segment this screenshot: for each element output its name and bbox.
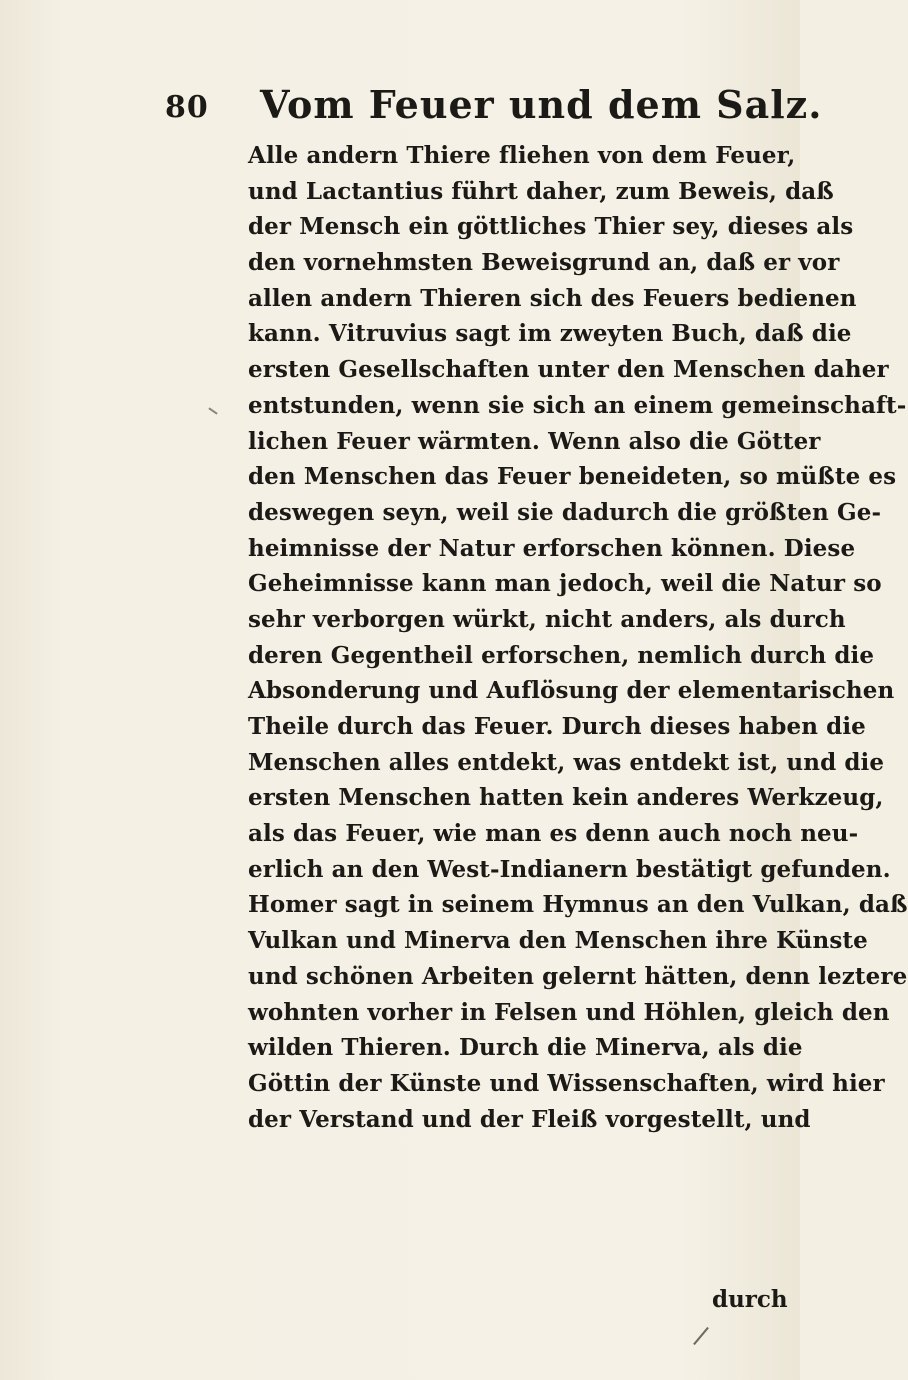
text-line: Menschen alles entdekt, was entdekt ist, und die xyxy=(248,748,885,776)
text-line: der Mensch ein göttliches Thier sey, dieses als xyxy=(248,213,854,241)
text-line: Göttin der Künste und Wissenschaften, wird hier xyxy=(248,1069,885,1097)
text-line: erlich an den West-Indianern bestätigt gefunden. xyxy=(248,855,891,883)
text-line: Absonderung und Auflösung der elementarischen xyxy=(248,677,895,705)
page-number: 80 xyxy=(165,90,209,125)
text-line: allen andern Thieren sich des Feuers bedienen xyxy=(248,284,857,312)
text-line: den Menschen das Feuer beneideten, so müßte es xyxy=(248,463,897,491)
text-line: Vulkan und Minerva den Menschen ihre Künste xyxy=(248,927,868,955)
text-line: Geheimnisse kann man jedoch, weil die Natur so xyxy=(248,570,882,598)
stray-pen-mark xyxy=(693,1327,709,1345)
text-line: lichen Feuer wärmten. Wenn also die Götter xyxy=(248,427,821,455)
text-line: und Lactantius führt daher, zum Beweis, daß xyxy=(248,177,834,205)
text-line: Theile durch das Feuer. Durch dieses haben die xyxy=(248,713,866,740)
text-line: entstunden, wenn sie sich an einem gemeinschaft- xyxy=(248,391,907,419)
text-line: sehr verborgen würkt, nicht anders, als durch xyxy=(248,605,846,633)
text-line: der Verstand und der Fleiß vorgestellt, und xyxy=(248,1105,811,1133)
text-line: Homer sagt in seinem Hymnus an den Vulkan, daß xyxy=(248,891,908,919)
text-line: kann. Vitruvius sagt im zweyten Buch, daß die xyxy=(248,320,852,348)
text-line: deren Gegentheil erforschen, nemlich durch die xyxy=(248,641,875,669)
text-line: heimnisse der Natur erforschen können. Diese xyxy=(248,534,856,562)
text-line: wilden Thieren. Durch die Minerva, als die xyxy=(248,1034,803,1062)
text-line: als das Feuer, wie man es denn auch noch neu- xyxy=(248,820,859,848)
body-text xyxy=(248,138,908,1137)
text-line: Alle andern Thiere fliehen von dem Feuer, xyxy=(248,142,796,169)
text-line: deswegen seyn, weil sie dadurch die größten Ge- xyxy=(248,498,882,526)
margin-mark xyxy=(208,407,217,414)
text-line: ersten Gesellschaften unter den Menschen daher xyxy=(248,356,889,384)
text-line: wohnten vorher in Felsen und Höhlen, gleich den xyxy=(248,998,890,1026)
page-header xyxy=(140,82,823,132)
text-line: den vornehmsten Beweisgrund an, daß er vor xyxy=(248,249,840,277)
text-line: ersten Menschen hatten kein anderes Werkzeug, xyxy=(248,784,884,812)
catchword: durch xyxy=(712,1286,788,1313)
running-title: Vom Feuer und dem Salz. xyxy=(260,82,823,127)
text-line: und schönen Arbeiten gelernt hätten, denn leztere xyxy=(248,962,908,990)
